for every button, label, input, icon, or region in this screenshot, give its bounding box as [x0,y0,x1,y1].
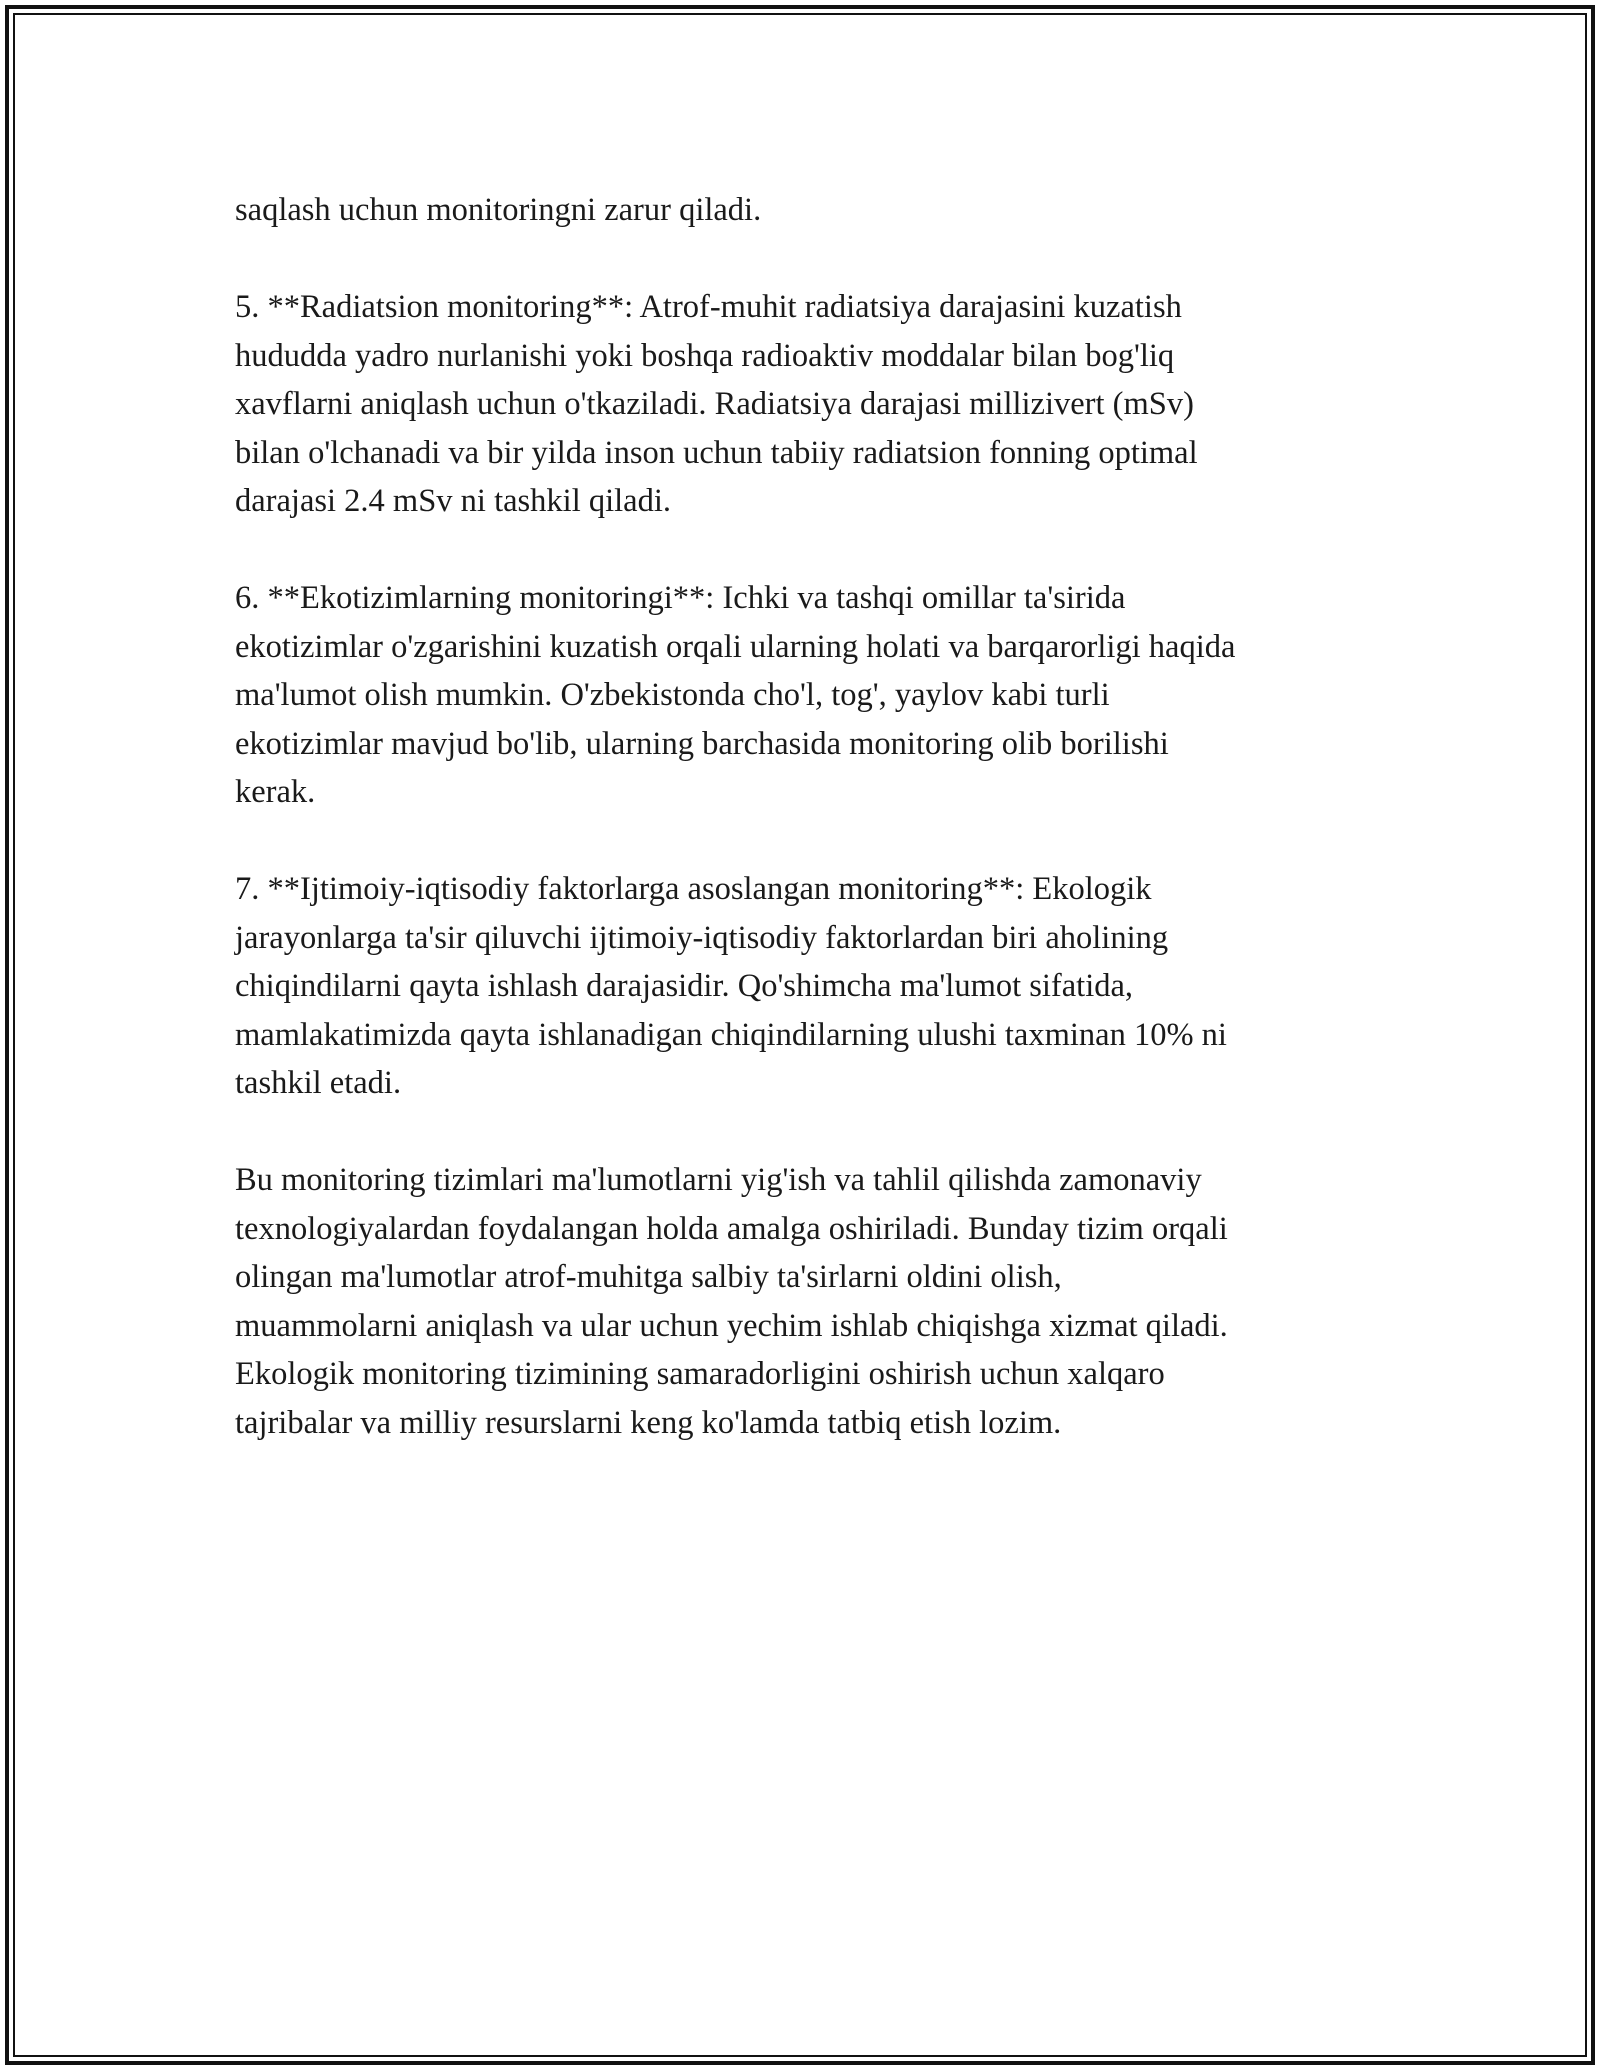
paragraph-socioeconomic-monitoring: 7. **Ijtimoiy-iqtisodiy faktorlarga asoslangan monitoring**: Ekologik jarayonlarga ta'sir qiluvchi ijtimoiy-iqtisodiy faktorlardan biri aholining chiqindilarni qayta ishlash darajasidir. Qo'shimcha ma'lumot sifatida, mamlakatimizda qayta ishlanadigan chiqindilarning ulushi taxminan 10% ni tashkil etadi. [235,871,1227,1101]
paragraph-conclusion: Bu monitoring tizimlari ma'lumotlarni yig'ish va tahlil qilishda zamonaviy texnologiyalardan foydalangan holda amalga oshiriladi. Bunday tizim orqali olingan ma'lumotlar atrof-muhitga salbiy ta'sirlarni oldini olish, muammolarni aniqlash va ular uchun yechim ishlab chiqishga xizmat qiladi. Ekologik monitoring tizimining samaradorligini oshirish uchun xalqaro tajribalar va milliy resurslarni keng ko'lamda tatbiq etish lozim. [235,1162,1228,1441]
paragraph-continuation: saqlash uchun monitoringni zarur qiladi. [235,192,762,228]
paragraph-radiation-monitoring: 5. **Radiatsion monitoring**: Atrof-muhit radiatsiya darajasini kuzatish hududda yadro nurlanishi yoki boshqa radioaktiv moddalar bilan bog'liq xavflarni aniqlash uchun o'tkaziladi. Radiatsiya darajasi millizivert (mSv) bilan o'lchanadi va bir yilda inson uchun tabiiy radiatsion fonning optimal darajasi 2.4 mSv ni tashkil qiladi. [235,289,1198,519]
paragraph-ecosystem-monitoring: 6. **Ekotizimlarning monitoringi**: Ichki va tashqi omillar ta'sirida ekotizimlar o'zgarishini kuzatish orqali ularning holati va barqarorligi haqida ma'lumot olish mumkin. O'zbekistonda cho'l, tog', yaylov kabi turli ekotizimlar mavjud bo'lib, ularning barchasida monitoring olib borilishi kerak. [235,580,1236,810]
document-body [235,186,1375,1496]
